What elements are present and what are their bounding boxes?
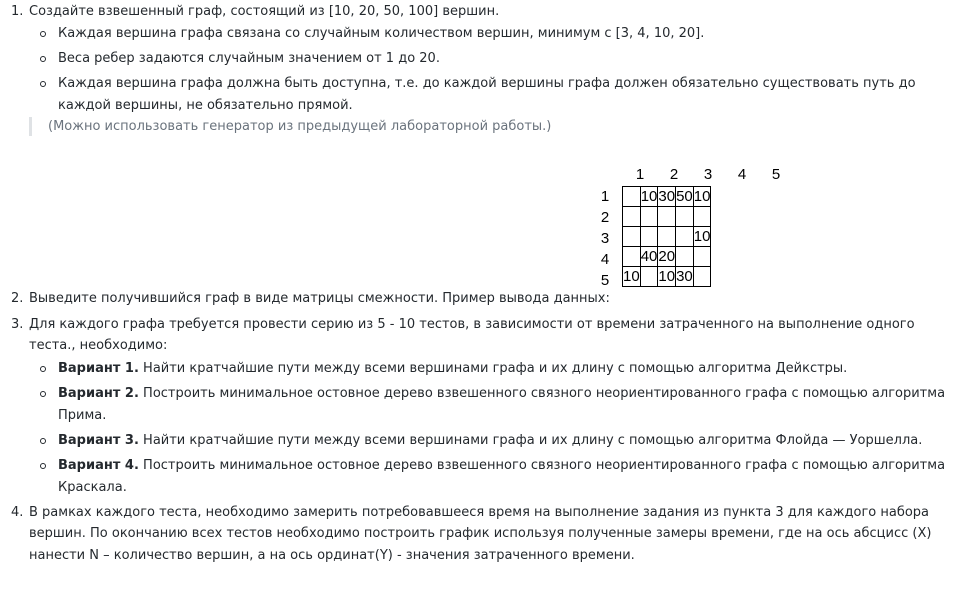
variant-2: [58, 385, 945, 403]
item-4-line-1: В рамках каждого теста, необходимо замерить потребовавшееся время на выполнение задания из пункта 3 для каждого набора: [29, 505, 930, 520]
matrix-cell: [623, 207, 641, 227]
variant-1-label: Вариант 1.: [58, 361, 139, 376]
matrix-cell: [640, 207, 658, 227]
matrix-cell: 10: [640, 188, 658, 205]
matrix-cell: [623, 247, 641, 267]
matrix-row-header: 3: [600, 230, 610, 247]
matrix-cell: 50: [676, 188, 693, 205]
sub-item-3-line-1: Каждая вершина графа должна быть доступна, т.е. до каждой вершины графа должен обязательно существовать путь до: [58, 76, 916, 91]
matrix-cell: [676, 207, 694, 227]
blockquote-text: (Можно использовать генератор из предыдущей лабораторной работы.): [48, 119, 552, 134]
matrix-cell: 40: [640, 248, 658, 265]
matrix-cell: 10: [693, 228, 711, 245]
matrix-cell: 10: [623, 268, 640, 285]
matrix-cell: 30: [676, 268, 693, 285]
matrix-col-header: 5: [771, 166, 781, 183]
item-1-text: Создайте взвешенный граф, состоящий из [10, 20, 50, 100] вершин.: [29, 4, 500, 19]
variant-2-label: Вариант 2.: [58, 386, 139, 401]
matrix-cell: [676, 227, 694, 247]
matrix-cell: [623, 187, 641, 207]
matrix-col-header: 1: [635, 166, 645, 183]
matrix-cell: 10: [658, 268, 676, 285]
matrix-cell: 20: [658, 248, 676, 265]
sub-item-1: Каждая вершина графа связана со случайным количеством вершин, минимум с [3, 4, 10, 20].: [58, 26, 705, 41]
matrix-col-header: 4: [737, 166, 747, 183]
item-3-line-2: теста., необходимо:: [29, 338, 168, 353]
matrix-cell: [640, 267, 658, 287]
bullet-icon: [40, 438, 46, 444]
matrix-cell: [693, 247, 711, 267]
matrix-row-header: 1: [600, 188, 610, 205]
matrix-cell: [676, 247, 694, 267]
matrix-cell: [640, 227, 658, 247]
matrix-grid: [622, 186, 711, 287]
variant-4-text: Построить минимальное остовное дерево взвешенного связного неориентированного графа с помощью алгоритма: [143, 458, 946, 473]
bullet-icon: [40, 81, 46, 87]
bullet-icon: [40, 56, 46, 62]
item-4-line-2: вершин. По окончанию всех тестов необходимо построить график используя полученные замеры времени, где на ось абсцисс (X): [29, 526, 932, 541]
item-3-number: 3.: [11, 317, 24, 332]
matrix-row: [623, 247, 711, 267]
matrix-cell: [658, 227, 676, 247]
bullet-icon: [40, 31, 46, 37]
matrix-cell: 10: [693, 188, 711, 205]
matrix-row-header: 5: [600, 272, 610, 289]
matrix-cell: [623, 227, 641, 247]
matrix-cell: [693, 207, 711, 227]
item-2-text: Выведите получившийся граф в виде матрицы смежности. Пример вывода данных:: [29, 291, 610, 306]
matrix-row: [623, 267, 711, 287]
variant-4-label: Вариант 4.: [58, 458, 139, 473]
matrix-cell: [658, 207, 676, 227]
matrix-cell: 30: [658, 188, 676, 205]
variant-3-label: Вариант 3.: [58, 433, 139, 448]
matrix-col-header: 2: [669, 166, 679, 183]
matrix-cell: [693, 267, 711, 287]
sub-item-3-line-2: каждой вершины, не обязательно прямой.: [58, 98, 353, 113]
item-1-number: 1.: [11, 4, 24, 19]
sub-item-2: Веса ребер задаются случайным значением от 1 до 20.: [58, 51, 440, 66]
bullet-icon: [40, 391, 46, 397]
item-4-line-3: нанести N – количество вершин, а на ось ординат(Y) - значения затраченного времени.: [29, 548, 635, 563]
matrix-row: [623, 227, 711, 247]
variant-2-line-2: Прима.: [58, 408, 107, 423]
matrix-col-header: 3: [703, 166, 713, 183]
variant-1-text: Найти кратчайшие пути между всеми вершинами графа и их длину с помощью алгоритма Дейкстры.: [143, 361, 848, 376]
item-2-number: 2.: [11, 291, 24, 306]
bullet-icon: [40, 366, 46, 372]
variant-4: [58, 457, 945, 475]
variant-4-line-2: Краскала.: [58, 480, 127, 495]
matrix-row: [623, 207, 711, 227]
blockquote-bar: [29, 117, 32, 136]
variant-3-text: Найти кратчайшие пути между всеми вершинами графа и их длину с помощью алгоритма Флойда — Уоршелла.: [143, 433, 923, 448]
variant-1: [58, 360, 847, 378]
item-4-number: 4.: [11, 505, 24, 520]
bullet-icon: [40, 463, 46, 469]
variant-3: [58, 432, 922, 450]
matrix-row: [623, 187, 711, 207]
matrix-row-header: 2: [600, 209, 610, 226]
item-3-line-1: Для каждого графа требуется провести серию из 5 - 10 тестов, в зависимости от времени затраченного на выполнение одного: [29, 317, 915, 332]
matrix-row-header: 4: [600, 251, 610, 268]
variant-2-text: Построить минимальное остовное дерево взвешенного связного неориентированного графа с помощью алгоритма: [143, 386, 946, 401]
